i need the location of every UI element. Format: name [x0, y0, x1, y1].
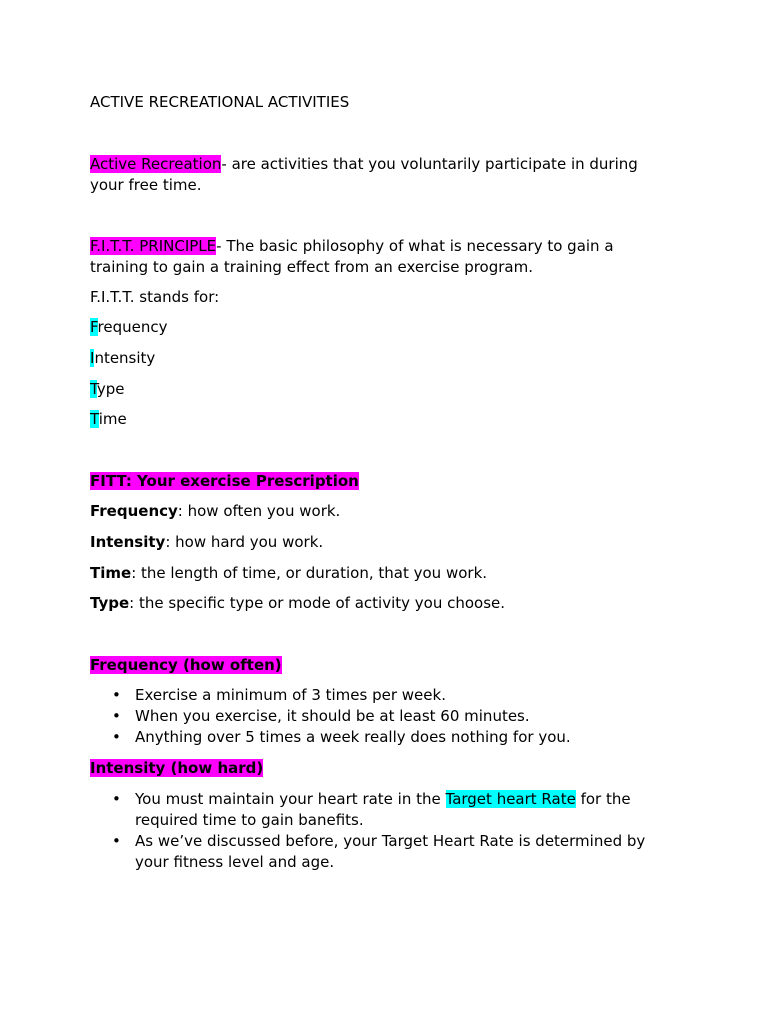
intensity-heading-text: Intensity (how hard) — [90, 759, 264, 777]
frequency-heading-text: Frequency (how often) — [90, 656, 282, 674]
fitt-principle-term: F.I.T.T. PRINCIPLE — [90, 237, 217, 255]
prescription-item-time — [90, 563, 675, 584]
list-item-text-after: for the required time to gain banefits. — [135, 790, 631, 829]
list-item — [90, 831, 670, 873]
list-item-text: Exercise a minimum of 3 times per week. — [135, 686, 446, 704]
fitt-letter-time — [90, 409, 675, 430]
bullet-icon: • — [112, 790, 121, 808]
intensity-bullet-list — [90, 789, 670, 873]
active-recreation-term: Active Recreation — [90, 155, 222, 173]
list-item — [90, 685, 670, 706]
list-item-text-before: You must maintain your heart rate in the — [135, 790, 446, 808]
fitt-letter-frequency — [90, 317, 675, 338]
prescription-text: : how often you work. — [177, 502, 341, 520]
prescription-term: Intensity — [90, 533, 166, 551]
fitt-stands-for: F.I.T.T. stands for: — [90, 288, 220, 306]
list-item-text: Anything over 5 times a week really does nothing for you. — [135, 728, 571, 746]
frequency-heading — [90, 655, 675, 676]
bullet-icon: • — [112, 707, 121, 725]
prescription-heading-text: FITT: Your exercise Prescription — [90, 472, 359, 490]
fitt-letter-rest: ime — [98, 410, 127, 428]
target-heart-rate-highlight: Target heart Rate — [445, 790, 576, 808]
fitt-letter-rest: requency — [97, 318, 168, 336]
intensity-heading — [90, 758, 675, 779]
bullet-icon: • — [112, 686, 121, 704]
fitt-letter-initial: F — [90, 318, 98, 336]
prescription-item-type — [90, 593, 675, 614]
list-item — [90, 789, 670, 831]
fitt-letter-intensity — [90, 348, 675, 369]
prescription-term: Time — [90, 564, 132, 582]
list-item-text: As we’ve discussed before, your Target Heart Rate is determined by your fitness level and age. — [135, 832, 646, 871]
fitt-letter-initial: T — [90, 410, 99, 428]
fitt-letter-type — [90, 379, 675, 400]
bullet-icon: • — [112, 728, 121, 746]
fitt-principle-paragraph — [90, 236, 675, 278]
frequency-bullet-list — [90, 685, 670, 748]
list-item — [90, 706, 670, 727]
list-item-text: When you exercise, it should be at least 60 minutes. — [135, 707, 530, 725]
prescription-term: Frequency — [90, 502, 178, 520]
fitt-letter-rest: ntensity — [94, 349, 156, 367]
fitt-letter-initial: T — [90, 380, 97, 398]
bullet-icon: • — [112, 832, 121, 850]
active-recreation-definition: - are activities that you voluntarily participate in during your free time. — [90, 155, 638, 194]
fitt-principle-definition: - The basic philosophy of what is necessary to gain a training to gain a training effect from an exercise program. — [90, 237, 614, 276]
prescription-text: : the specific type or mode of activity you choose. — [129, 594, 506, 612]
fitt-letter-initial: I — [90, 349, 95, 367]
prescription-text: : the length of time, or duration, that you work. — [131, 564, 488, 582]
prescription-term: Type — [90, 594, 130, 612]
prescription-item-frequency — [90, 501, 675, 522]
prescription-item-intensity — [90, 532, 675, 553]
list-item — [90, 727, 670, 748]
document-title: ACTIVE RECREATIONAL ACTIVITIES — [90, 93, 350, 111]
prescription-heading — [90, 471, 675, 492]
prescription-text: : how hard you work. — [165, 533, 324, 551]
fitt-letter-rest: ype — [96, 380, 125, 398]
active-recreation-paragraph — [90, 154, 675, 196]
